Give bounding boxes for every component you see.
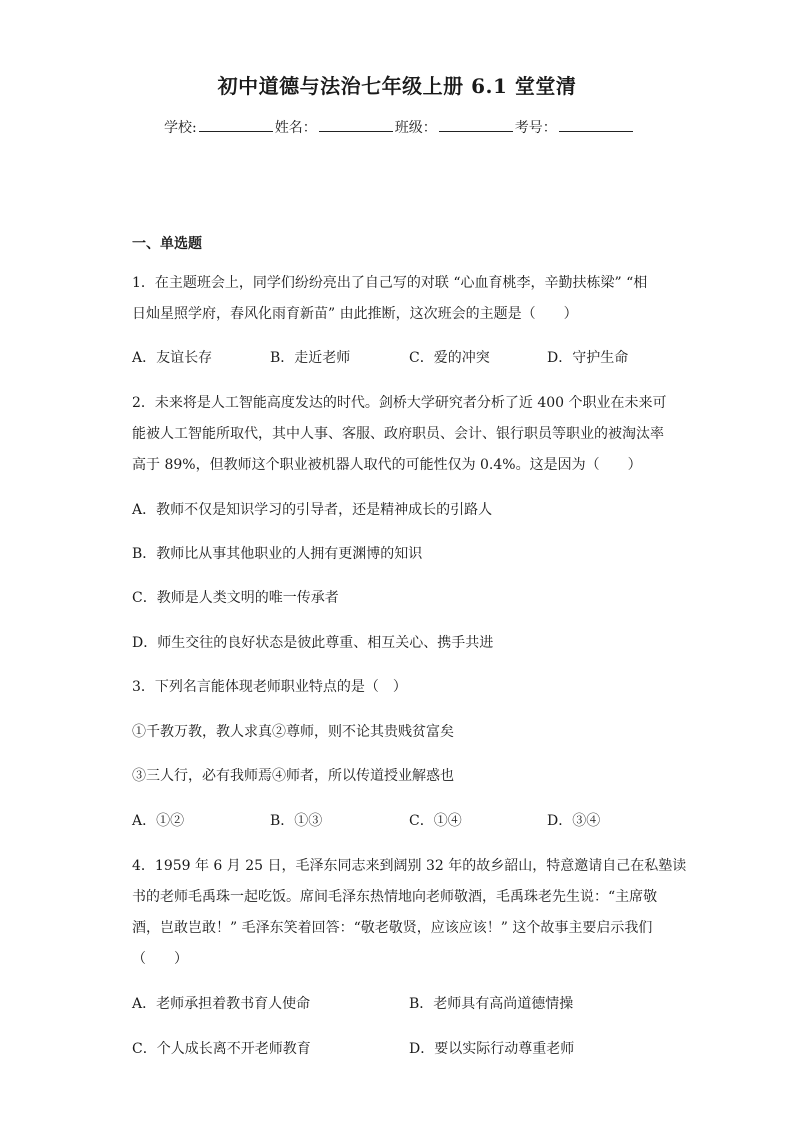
question-3-line-1: 3．下列名言能体现老师职业特点的是（ ） [132, 679, 407, 695]
class-blank[interactable] [439, 117, 513, 132]
question-2-line-1: 2．未来将是人工智能高度发达的时代。剑桥大学研究者分析了近 400 个职业在未来可 [132, 395, 667, 411]
question-3-option-a[interactable]: A．①② [132, 813, 185, 829]
question-4-option-b[interactable]: B．老师具有高尚道德情操 [409, 996, 574, 1012]
question-1-option-d[interactable]: D．守护生命 [547, 350, 629, 366]
question-2-option-b[interactable]: B．教师比从事其他职业的人拥有更渊博的知识 [132, 546, 423, 562]
question-3-line-2: ①千教万教，教人求真②尊师，则不论其贵贱贫富矣 [132, 724, 454, 740]
school-blank[interactable] [199, 117, 273, 132]
question-3-line-3: ③三人行，必有我师焉④师者，所以传道授业解惑也 [132, 768, 454, 784]
question-4-line-4: （ ） [132, 951, 188, 967]
question-2-line-3: 高于 89%，但教师这个职业被机器人取代的可能性仅为 0.4%。这是因为（ ） [132, 457, 642, 473]
question-1-line-2: 日灿星照学府，春风化雨育新苗” 由此推断，这次班会的主题是（ ） [132, 306, 578, 322]
name-label: 姓名： [274, 120, 317, 136]
question-3-option-b[interactable]: B．①③ [270, 813, 323, 829]
question-1-option-a[interactable]: A．友谊长存 [132, 350, 213, 366]
question-4-option-d[interactable]: D．要以实际行动尊重老师 [409, 1041, 575, 1057]
question-4-line-3: 酒，岂敢岂敢！” 毛泽东笑着回答：“敬老敬贤，应该应该！” 这个故事主要启示我们 [132, 920, 653, 936]
school-label: 学校: [164, 120, 197, 136]
question-1-option-b[interactable]: B．走近老师 [270, 350, 351, 366]
section-heading: 一、单选题 [132, 236, 202, 252]
page-title: 初中道德与法治七年级上册 6.1 堂堂清 [217, 74, 577, 98]
name-blank[interactable] [319, 117, 393, 132]
question-4-option-a[interactable]: A．老师承担着教书育人使命 [132, 996, 311, 1012]
question-1-option-c[interactable]: C．爱的冲突 [409, 350, 490, 366]
class-label: 班级： [394, 120, 437, 136]
student-info-line [164, 117, 635, 137]
question-2-line-2: 能被人工智能所取代，其中人事、客服、政府职员、会计、银行职员等职业的被淘汰率 [132, 426, 664, 442]
question-3-option-d[interactable]: D．③④ [547, 813, 601, 829]
question-3-option-c[interactable]: C．①④ [409, 813, 462, 829]
question-4-line-2: 书的老师毛禹珠一起吃饭。席间毛泽东热情地向老师敬酒，毛禹珠老先生说：“主席敬 [132, 889, 658, 905]
exam-no-label: 考号： [514, 120, 557, 136]
question-2-option-d[interactable]: D．师生交往的良好状态是彼此尊重、相互关心、携手共进 [132, 635, 494, 651]
question-2-option-c[interactable]: C．教师是人类文明的唯一传承者 [132, 590, 339, 606]
exam-no-blank[interactable] [559, 117, 633, 132]
question-4-line-1: 4．1959 年 6 月 25 日，毛泽东同志来到阔别 32 年的故乡韶山，特意邀请自己在私塾读 [132, 858, 687, 874]
question-4-option-c[interactable]: C．个人成长离不开老师教育 [132, 1041, 311, 1057]
question-1-line-1: 1．在主题班会上，同学们纷纷亮出了自己写的对联 “心血育桃李，辛勤扶栋梁” “相 [132, 275, 648, 291]
question-2-option-a[interactable]: A．教师不仅是知识学习的引导者，还是精神成长的引路人 [132, 502, 493, 518]
